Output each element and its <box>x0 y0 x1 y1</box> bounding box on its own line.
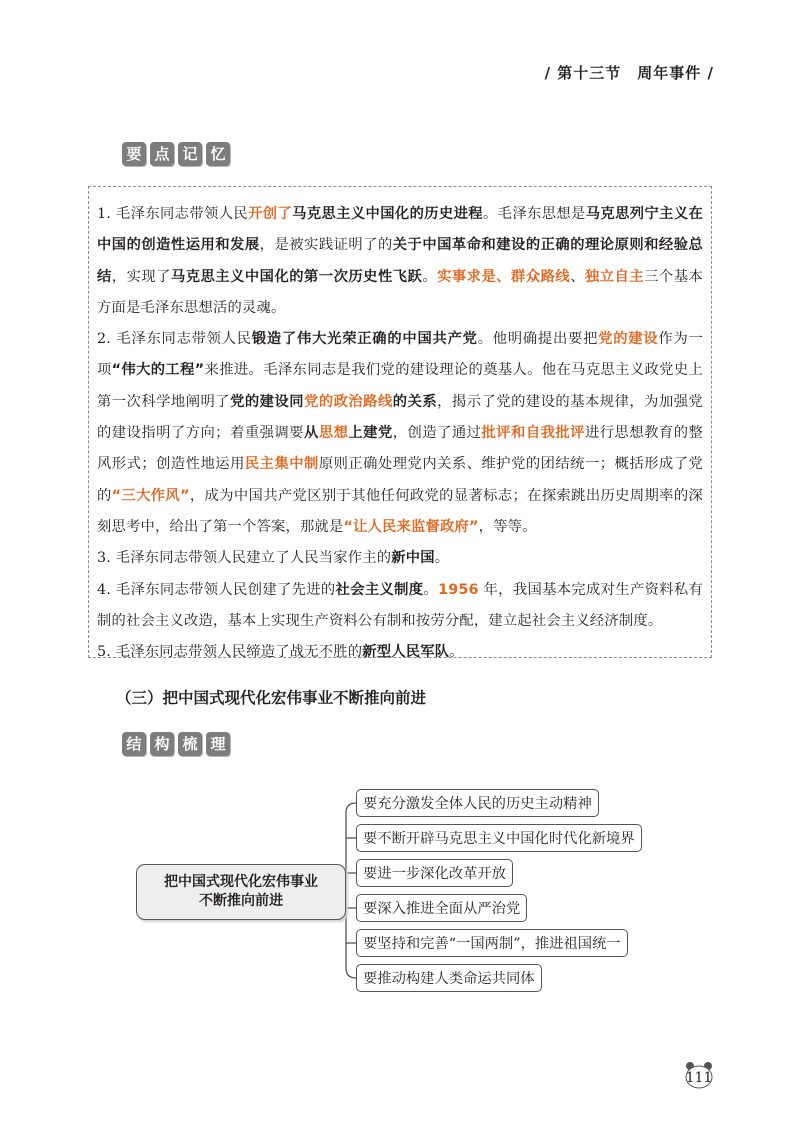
bold-text: 新型人民军队 <box>362 644 450 661</box>
text: 进行思想教育的整风形式；创造性地运用 <box>97 425 703 473</box>
mindmap-leaf: 要深入推进全面从严治党 <box>356 894 527 922</box>
mindmap-leaf: 要充分激发全体人民的历史主动精神 <box>356 789 599 817</box>
text: 5. 毛泽东同志带领人民缔造了战无不胜的 <box>97 644 363 661</box>
tag-char: 要 <box>122 142 146 166</box>
text: 。毛泽东思想是 <box>482 206 586 222</box>
section-header: / 第十三节 周年事件 / <box>544 64 714 82</box>
text: 年，我国基本完成对生产资料私有制的社会主义改造，基本上实现生产资料公有制和按劳分配，建立起社会主义经济制度。 <box>97 581 704 629</box>
bold-text: 上建党 <box>348 425 393 442</box>
highlight: “三大作风” <box>111 487 190 504</box>
highlight: 1956 <box>438 581 479 598</box>
bold-text: 党的建设同 <box>230 393 305 410</box>
highlight: 实事求是、群众路线 <box>437 268 571 285</box>
highlight: 批评和自我批评 <box>481 425 585 442</box>
bold-text: 从 <box>304 425 319 442</box>
highlight: 思想 <box>318 425 349 442</box>
tag-char: 记 <box>178 142 202 166</box>
tag-char: 构 <box>150 732 174 756</box>
bold-text: 马克思主义中国化的第一次历史性飞跃 <box>170 268 423 285</box>
highlight: 开创了 <box>248 206 293 222</box>
text: 4. 毛泽东同志带领人民创建了先进的 <box>97 581 336 598</box>
tag-char: 理 <box>206 732 230 756</box>
highlight: “让人民来监督政府” <box>343 518 479 535</box>
text: 。他明确提出要把 <box>477 331 599 348</box>
text: 2. 毛泽东同志带领人民 <box>97 331 252 348</box>
tag-char: 结 <box>122 732 146 756</box>
mindmap-root <box>136 864 346 920</box>
text: ，创造了通过 <box>392 425 482 442</box>
text: ，揭示了党的建设的基本规律，为加强党的建设指明了方向；着重强调要 <box>97 393 704 442</box>
root-line-2: 不断推向前进 <box>199 893 283 909</box>
highlight: 民主集中制 <box>244 456 319 473</box>
text: 。 <box>449 644 464 661</box>
text: 3. 毛泽东同志带领人民建立了人民当家作主的 <box>97 550 392 567</box>
text: ，是被实践证明了的 <box>259 237 393 254</box>
text: 原则正确处理党内关系、维护党的团结统一；概括形成了党的 <box>97 456 703 504</box>
mindmap-leaf: 要不断开辟马克思主义中国化时代化新境界 <box>356 824 642 852</box>
bold-text: “伟大的工程” <box>111 362 205 379</box>
bold-text: 关于中国革命和建设的正确的理论原则和经验总结 <box>97 237 704 285</box>
text: 、 <box>570 268 585 285</box>
bold-text: 马克思列宁主义在中国的创造性运用和发展 <box>97 206 704 254</box>
text: 。 <box>423 581 439 598</box>
bold-text: 马克思主义中国化的历史进程 <box>292 206 483 222</box>
bold-text: 的关系 <box>392 393 438 410</box>
bold-text: 锻造了伟大光荣正确的中国共产党 <box>251 331 478 348</box>
text: ，等等。 <box>478 518 537 535</box>
text: 来推进。毛泽东同志是我们党的建设理论的奠基人。他在马克思主义政党史上第一次科学地阐明了 <box>97 362 704 410</box>
connector-line <box>346 803 356 978</box>
text: ，成为中国共产党区别于其他任何政党的显著标志；在探索跳出历史周期率的深刻思考中，给出了第一个答案，那就是 <box>97 487 703 535</box>
bold-text: 社会主义制度 <box>335 581 424 598</box>
root-line-1: 把中国式现代化宏伟事业 <box>164 874 318 890</box>
bold-text: 新中国 <box>391 550 435 567</box>
text: 三个基本方面是毛泽东思想活的灵魂。 <box>97 268 703 316</box>
highlight: 独立自主 <box>584 268 645 285</box>
tag-char: 忆 <box>206 142 230 166</box>
text: 。 <box>434 550 450 567</box>
page-number-text: 111 <box>685 1070 713 1086</box>
mindmap-leaf: 要坚持和完善“一国两制”，推进祖国统一 <box>356 929 628 957</box>
page-number <box>684 1060 714 1090</box>
highlight: 党的政治路线 <box>304 393 393 410</box>
text: 1. 毛泽东同志带领人民 <box>97 206 249 222</box>
mindmap-leaf: 要推动构建人类命运共同体 <box>356 964 542 992</box>
text: 。 <box>422 268 438 285</box>
text: 作为一项 <box>97 331 703 379</box>
mindmap-leaf: 要进一步深化改革开放 <box>356 859 513 887</box>
highlight: 党的建设 <box>598 331 659 348</box>
tag-char: 点 <box>150 142 174 166</box>
text: ，实现了 <box>111 268 171 285</box>
section-title: （三）把中国式现代化宏伟事业不断推向前进 <box>116 689 427 707</box>
tag-char: 梳 <box>178 732 202 756</box>
